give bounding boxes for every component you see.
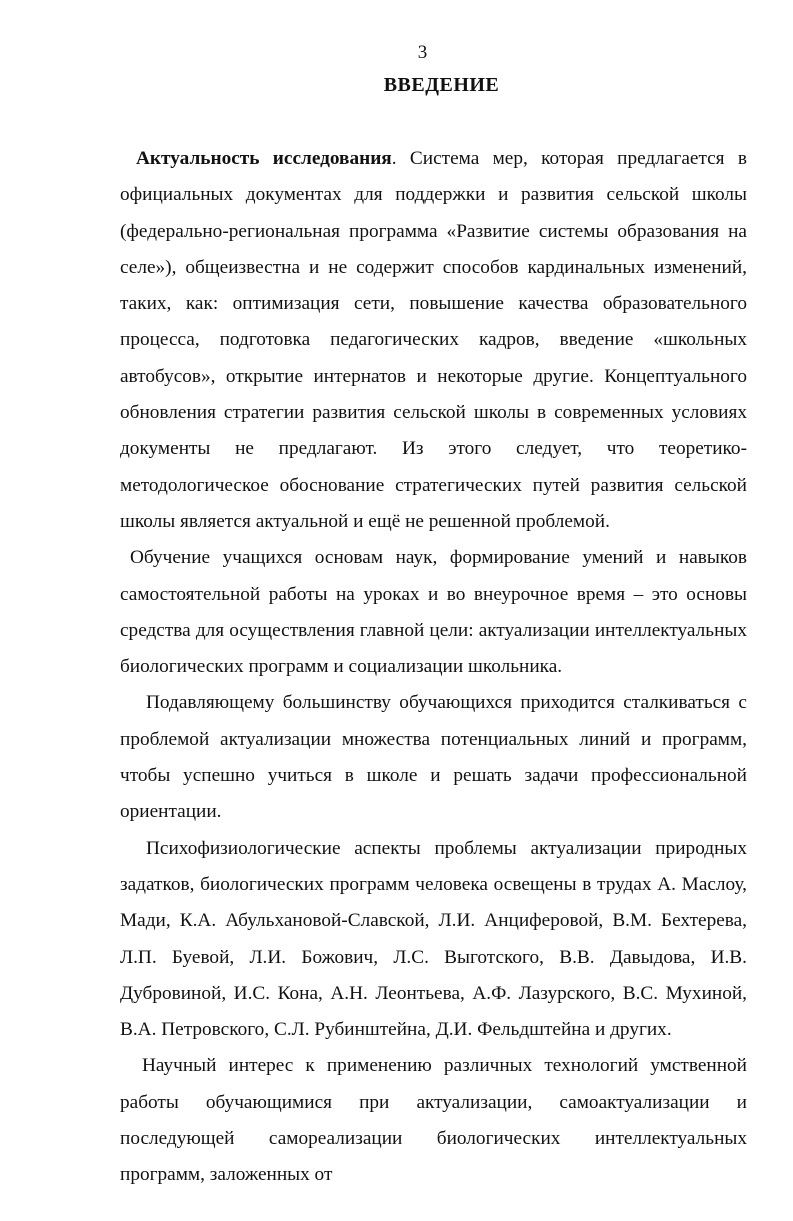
body-text	[120, 141, 747, 1194]
paragraph-relevance	[120, 141, 747, 540]
paragraph-lead-heading: Актуальность исследования	[136, 148, 392, 169]
paragraph-majority: Подавляющему большинству обучающихся приходится сталкиваться с проблемой актуализации множества потенциальных линий и программ, чтобы успешно учиться в школе и решать задачи профессиональной ориентации.	[120, 692, 747, 823]
paragraph-psychophysiology: Психофизиологические аспекты проблемы актуализации природных задатков, биологических программ человека освещены в трудах А. Маслоу, Мади, К.А. Абульхановой-Славской, Л.И. Анциферовой, В.М. Бехтерева, Л.П. Буевой, Л.И. Божович, Л.С. Выготского, В.В. Давыдова, И.В. Дубровиной, И.С. Кона, А.Н. Леонтьева, А.Ф. Лазурского, В.С. Мухиной, В.А. Петровского, С.Л. Рубинштейна, Д.И. Фельдштейна и других.	[120, 837, 747, 1041]
paragraph-teaching: Обучение учащихся основам наук, формирование умений и навыков самостоятельной работы на уроках и во внеурочное время – это основы средства для осуществления главной цели: актуализации интеллектуальных биологических программ и социализации школьника.	[120, 547, 747, 678]
paragraph-scientific-interest: Научный интерес к применению различных технологий умственной работы обучающимися при актуализации, самоактуализации и последующей самореализации биологических интеллектуальных программ, заложенных от	[120, 1055, 747, 1186]
page-number: 3	[417, 42, 428, 63]
section-title: ВВЕДЕНИЕ	[383, 74, 500, 96]
paragraph-text: . Система мер, которая предлагается в официальных документах для поддержки и развития сельской школы (федерально-региональная программа «Развитие системы образования на селе»), общеизвестна и не содержит способов кардинальных изменений, таких, как: оптимизация сети, повышение качества образовательного процесса, подготовка педагогических кадров, введение «школьных автобусов», открытие интернатов и некоторые другие. Концептуального обновления стратегии развития сельской школы в современных условиях документы не предлагают. Из этого следует, что теоретико-методологическое обоснование стратегических путей развития сельской школы является актуальной и ещё не решенной проблемой.	[120, 148, 747, 532]
